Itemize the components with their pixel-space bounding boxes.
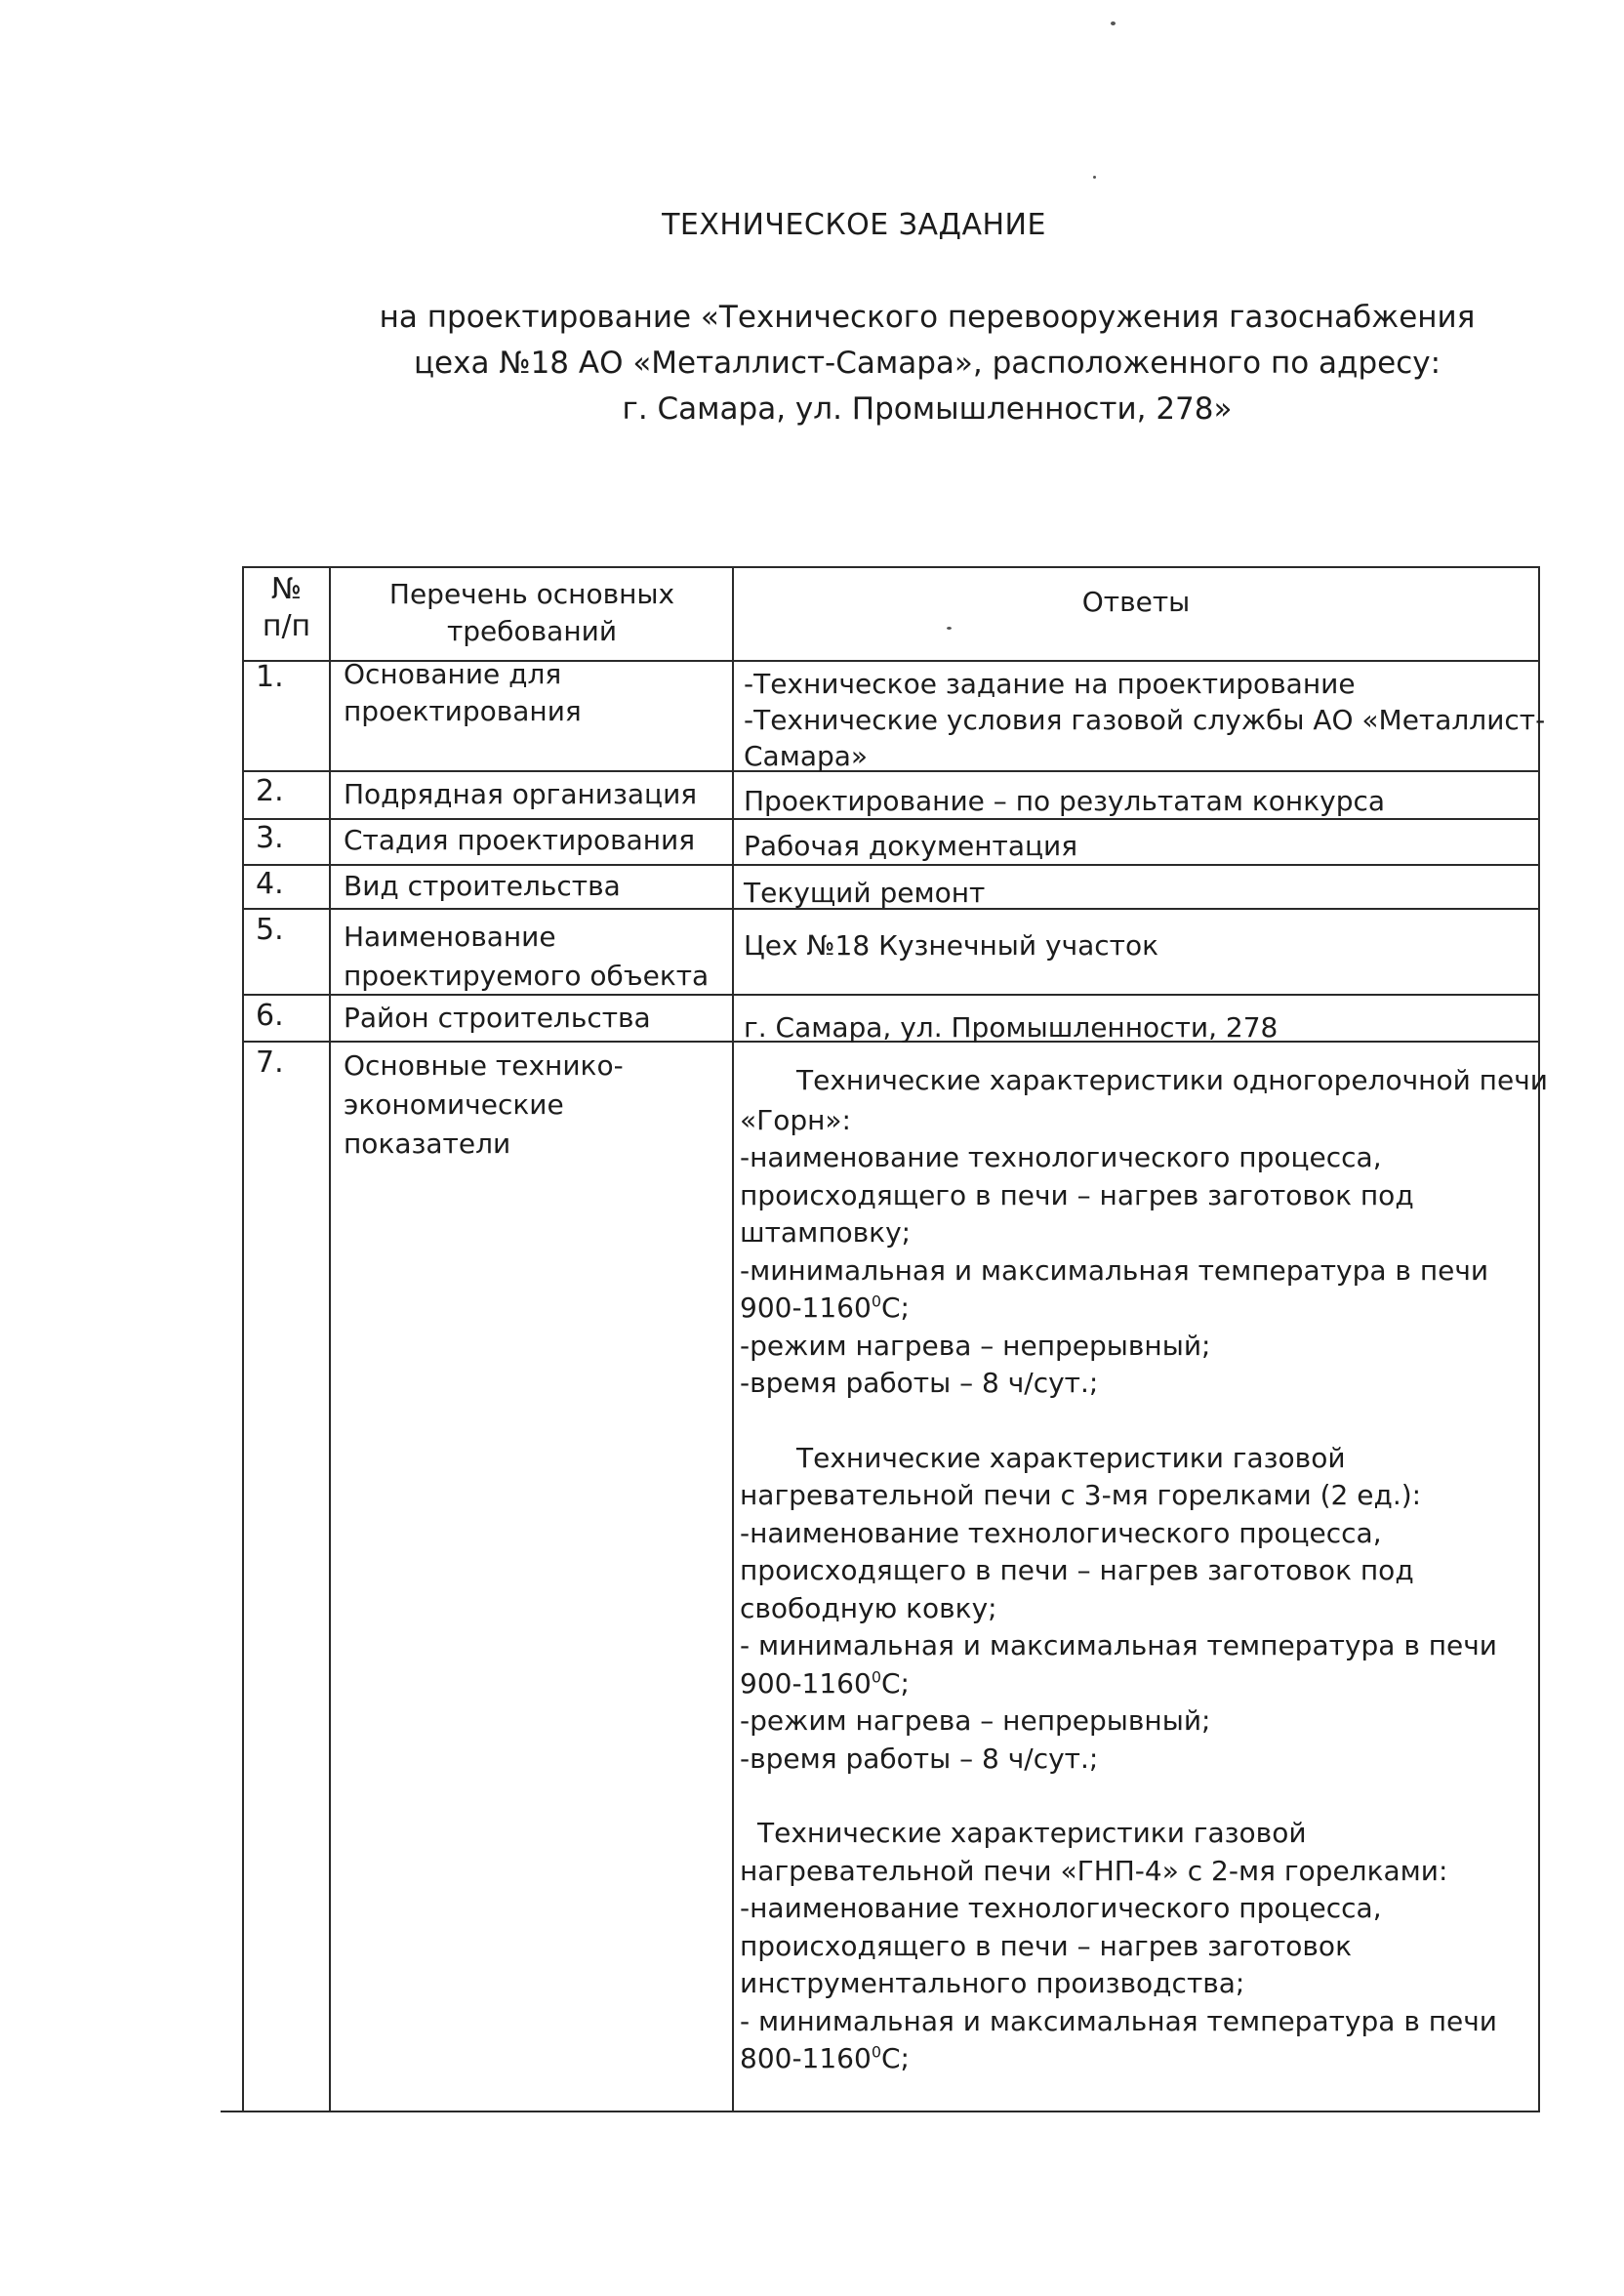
- answer-line: Самара»: [744, 740, 869, 772]
- requirement-line: экономические: [344, 1088, 564, 1121]
- answer-line: происходящего в печи – нагрев заготовок: [740, 1929, 1352, 1962]
- answer-line: инструментального производства;: [740, 1967, 1245, 1999]
- temperature-degree: 0: [871, 2042, 881, 2062]
- answer-line: -время работы – 8 ч/сут.;: [740, 1742, 1099, 1775]
- row-number: 3.: [256, 821, 284, 855]
- column-divider: [329, 566, 331, 2111]
- temperature-range: [740, 1290, 1548, 1328]
- header-answers: Ответы: [1081, 586, 1191, 618]
- row-requirement: [344, 918, 709, 996]
- characteristics-heading: нагревательной печи с 3-мя горелками (2 ед.):: [740, 1479, 1422, 1511]
- row-number: 5.: [256, 913, 284, 947]
- requirement-line: Основные технико-: [344, 1049, 624, 1082]
- header-req-line1: Перечень основных: [388, 578, 675, 610]
- header-num-line2: п/п: [262, 609, 311, 643]
- requirement-line: Наименование: [344, 921, 556, 953]
- row-answer: Рабочая документация: [744, 830, 1078, 862]
- temperature-degree: 0: [871, 1292, 881, 1311]
- row-requirement: Стадия проектирования: [344, 824, 696, 856]
- row-requirement: [344, 1046, 624, 1164]
- requirement-line: Основание для: [344, 658, 562, 690]
- requirement-line: показатели: [344, 1128, 511, 1160]
- temperature-value: 900-1160: [740, 1292, 872, 1324]
- row-number: 1.: [256, 660, 284, 694]
- row-number: 7.: [256, 1046, 284, 1080]
- row-answer: г. Самара, ул. Промышленности, 278: [744, 1011, 1279, 1044]
- document-title: ТЕХНИЧЕСКОЕ ЗАДАНИЕ: [662, 208, 1046, 242]
- row-answer: [744, 666, 1545, 774]
- subtitle-line: г. Самара, ул. Промышленности, 278»: [622, 391, 1233, 427]
- table-border-bottom: [221, 2111, 1540, 2112]
- answer-line: -наименование технологического процесса,: [740, 1141, 1382, 1173]
- answer-line: -режим нагрева – непрерывный;: [740, 1704, 1211, 1737]
- answer-line: -наименование технологического процесса,: [740, 1892, 1382, 1924]
- characteristics-heading: Технические характеристики газовой: [796, 1441, 1346, 1474]
- subtitle-line: цеха №18 АО «Металлист-Самара», расположенного по адресу:: [413, 346, 1441, 381]
- temperature-degree: 0: [871, 1667, 881, 1687]
- spacer: [740, 1778, 1548, 1815]
- temperature-value: 800-1160: [740, 2042, 872, 2074]
- row-requirement: Вид строительства: [344, 870, 621, 902]
- row-answer: Текущий ремонт: [744, 877, 986, 909]
- answer-line: -Техническое задание на проектирование: [744, 668, 1356, 700]
- subtitle-line: на проектирование «Технического перевооружения газоснабжения: [379, 300, 1476, 335]
- row-answer: Проектирование – по результатам конкурса: [744, 785, 1386, 817]
- requirement-line: проектирования: [344, 695, 582, 727]
- temperature-range: [740, 1665, 1548, 1703]
- answer-line: штамповку;: [740, 1216, 912, 1249]
- header-req-line2: требований: [446, 615, 618, 647]
- temperature-unit: С;: [881, 1666, 910, 1700]
- row-number: 2.: [256, 774, 284, 808]
- answer-line: свободную ковку;: [740, 1591, 997, 1624]
- header-num: [244, 571, 329, 645]
- table-border-top: [242, 566, 1540, 568]
- answer-line: происходящего в печи – нагрев заготовок под: [740, 1554, 1414, 1586]
- answer-line: - минимальная и максимальная температура в печи: [740, 2004, 1498, 2037]
- column-divider: [732, 566, 734, 2111]
- row-number: 4.: [256, 867, 284, 901]
- row-requirement: Подрядная организация: [344, 778, 698, 810]
- row-requirement: Район строительства: [344, 1002, 651, 1034]
- temperature-range: [740, 2040, 1548, 2078]
- answer-line: -минимальная и максимальная температура в печи: [740, 1253, 1489, 1287]
- characteristics-heading: Технические характеристики одногорелочной печи: [796, 1064, 1548, 1096]
- scan-speck: [1111, 21, 1116, 25]
- answer-line: -режим нагрева – непрерывный;: [740, 1329, 1211, 1362]
- document-subtitle: [293, 295, 1562, 432]
- row-answer: Цех №18 Кузнечный участок: [744, 929, 1159, 962]
- scan-speck: [947, 627, 952, 630]
- temperature-unit: С;: [881, 2042, 910, 2074]
- row-requirement: [344, 656, 582, 730]
- answer-line: - минимальная и максимальная температура в печи: [740, 1629, 1498, 1661]
- answer-line: -Технические условия газовой службы АО «Металлист-: [744, 704, 1546, 736]
- characteristics-heading: «Горн»:: [740, 1103, 851, 1136]
- header-requirements: [332, 576, 732, 650]
- answer-line: -наименование технологического процесса,: [740, 1516, 1382, 1549]
- row-number: 6.: [256, 999, 284, 1033]
- row-answer-characteristics: [740, 1062, 1548, 2078]
- header-num-line1: №: [270, 572, 303, 606]
- temperature-unit: С;: [881, 1292, 910, 1324]
- characteristics-heading: нагревательной печи «ГНП-4» с 2-мя горелками:: [740, 1854, 1448, 1887]
- characteristics-heading: Технические характеристики газовой: [757, 1817, 1307, 1849]
- spacer: [740, 1403, 1548, 1440]
- requirement-line: проектируемого объекта: [344, 960, 710, 992]
- scan-speck: [1093, 176, 1096, 179]
- temperature-value: 900-1160: [740, 1666, 872, 1700]
- answer-line: происходящего в печи – нагрев заготовок под: [740, 1178, 1414, 1211]
- answer-line: -время работы – 8 ч/сут.;: [740, 1367, 1099, 1399]
- table-border-left: [242, 566, 244, 2111]
